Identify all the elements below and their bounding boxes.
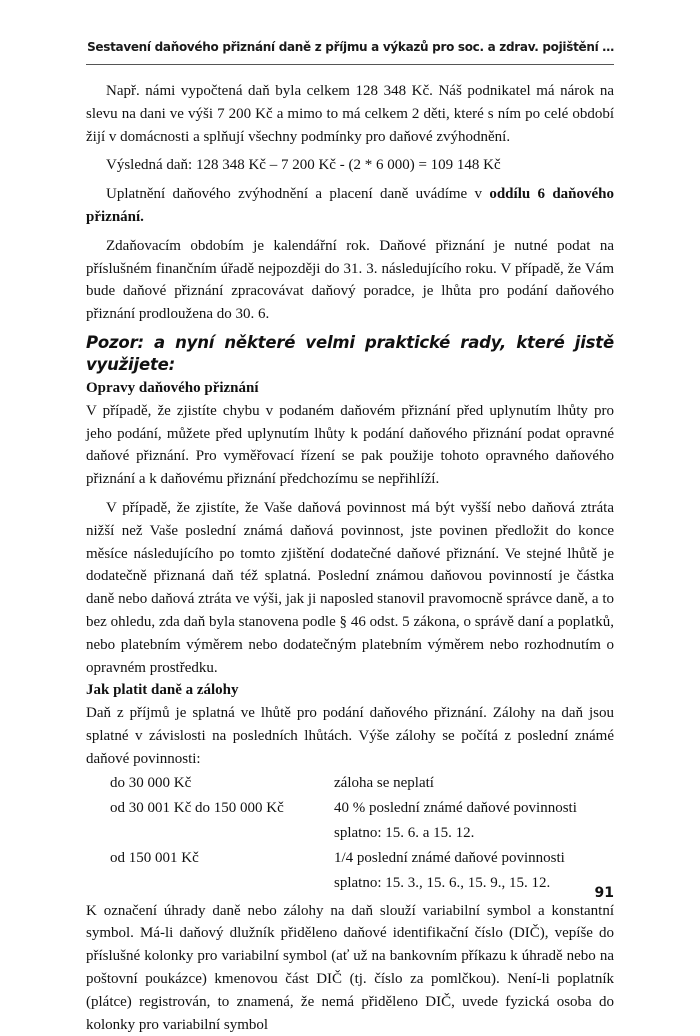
rate-amount: 1/4 poslední známé daňové povinnosti	[334, 849, 565, 866]
rate-amount: záloha se neplatí	[334, 774, 434, 791]
rate-due-dates: splatno: 15. 3., 15. 6., 15. 9., 15. 12.	[334, 874, 551, 891]
page-number: 91	[594, 885, 614, 901]
rate-due-dates: splatno: 15. 6. a 15. 12.	[334, 824, 475, 841]
rate-row	[110, 796, 614, 846]
subheading-corrections: Opravy daňového přiznání	[86, 379, 259, 396]
rate-amount: 40 % poslední známé daňové povinnosti	[334, 799, 577, 816]
rate-row	[110, 771, 614, 796]
subheading-payment: Jak platit daně a zálohy	[86, 682, 239, 699]
tax-benefit-section-ref: oddílu 6 daňového přiznání.	[86, 186, 615, 225]
running-header: Sestavení daňového přiznání daně z příjmu a výkazů pro soc. a zdrav. pojištění …	[87, 40, 614, 54]
paragraph-additional-return: V případě, že zjistíte, že Vaše daňová povinnost má být vyšší nebo daňová ztráta nižší než Vaše poslední známá daňová povinnost, jste povinen předložit do konce měsíce následujícího po tomto zjištění dodatečné daňové přiznání. Ve stejné lhůtě je dodatečně přiznaná daň též splatná. Poslední známou daňovou povinností je částka daně nebo daňová ztráta ve výši, jak ji naposled stanovil pravomocně správce daně, a to bez ohledu, zda daň byla stanovena podle § 46 odst. 5 zákona, o správě daní a poplatků, nebo platebním výměrem nebo dodatečným platebním výměrem nebo rozhodnutím o opravném prostředku.	[86, 499, 614, 676]
header-divider	[86, 64, 614, 65]
paragraph-corrective-return: V případě, že zjistíte chybu v podaném daňovém přiznání před uplynutím lhůty pro jeho podání, můžete před uplynutím lhůty k podání daňového přiznání podat opravné daňové přiznání. Pro vyměřovací řízení se pak použije tohoto opravného daňového přiznání a k daňovému přiznání předchozímu se nepřihlíží.	[86, 402, 614, 488]
paragraph-tax-benefit	[86, 183, 614, 229]
paragraph-tax-period: Zdaňovacím obdobím je kalendářní rok. Daňové přiznání je nutné podat na příslušném finančním úřadě nejpozději do 31. 3. následujícího roku. V případě, že Vám bude daňové přiznání zpracovávat daňový poradce, je lhůta pro podání daňového přiznání prodloužena do 30. 6.	[86, 237, 614, 323]
section-heading-practical-tips: Pozor: a nyní některé velmi praktické rady, které jistě využijete:	[86, 332, 614, 374]
paragraph-payment-symbols: K označení úhrady daně nebo zálohy na daň slouží variabilní symbol a konstantní symbol. Má-li daňový dlužník přiděleno daňové identifikační číslo (DIČ), vepíše do příslušné kolonky pro variabilní symbol (ať už na bankovním příkazu k úhradě nebo na poštovní poukázce) kmenovou část DIČ (tj. číslo za pomlčkou). Není-li poplatník (plátce) registrován, to znamená, že nemá přiděleno DIČ, uvede fyzická osoba do kolonky pro variabilní symbol	[86, 902, 614, 1033]
tax-benefit-text: Uplatnění daňového zvýhodnění a placení daně uvádíme v	[106, 186, 490, 203]
rate-row	[110, 846, 614, 896]
rate-range: do 30 000 Kč	[110, 774, 192, 791]
advance-payment-table	[110, 771, 614, 896]
page-body	[86, 80, 614, 1036]
paragraph-resulting-tax: Výsledná daň: 128 348 Kč – 7 200 Kč - (2 * 6 000) = 109 148 Kč	[106, 157, 501, 174]
rate-range: od 150 001 Kč	[110, 849, 199, 866]
paragraph-payment-due: Daň z příjmů je splatná ve lhůtě pro podání daňového přiznání. Zálohy na daň jsou splatné v závislosti na posledních lhůtách. Výše zálohy se počítá z poslední známé daňové povinnosti:	[86, 705, 614, 767]
paragraph-tax-example: Např. námi vypočtená daň byla celkem 128 348 Kč. Náš podnikatel má nárok na slevu na dani ve výši 7 200 Kč a mimo to má celkem 2 děti, které s ním po celé období žijí v domácnosti a splňují všechny podmínky pro daňové zvýhodnění.	[86, 83, 614, 145]
rate-range: od 30 001 Kč do 150 000 Kč	[110, 799, 284, 816]
